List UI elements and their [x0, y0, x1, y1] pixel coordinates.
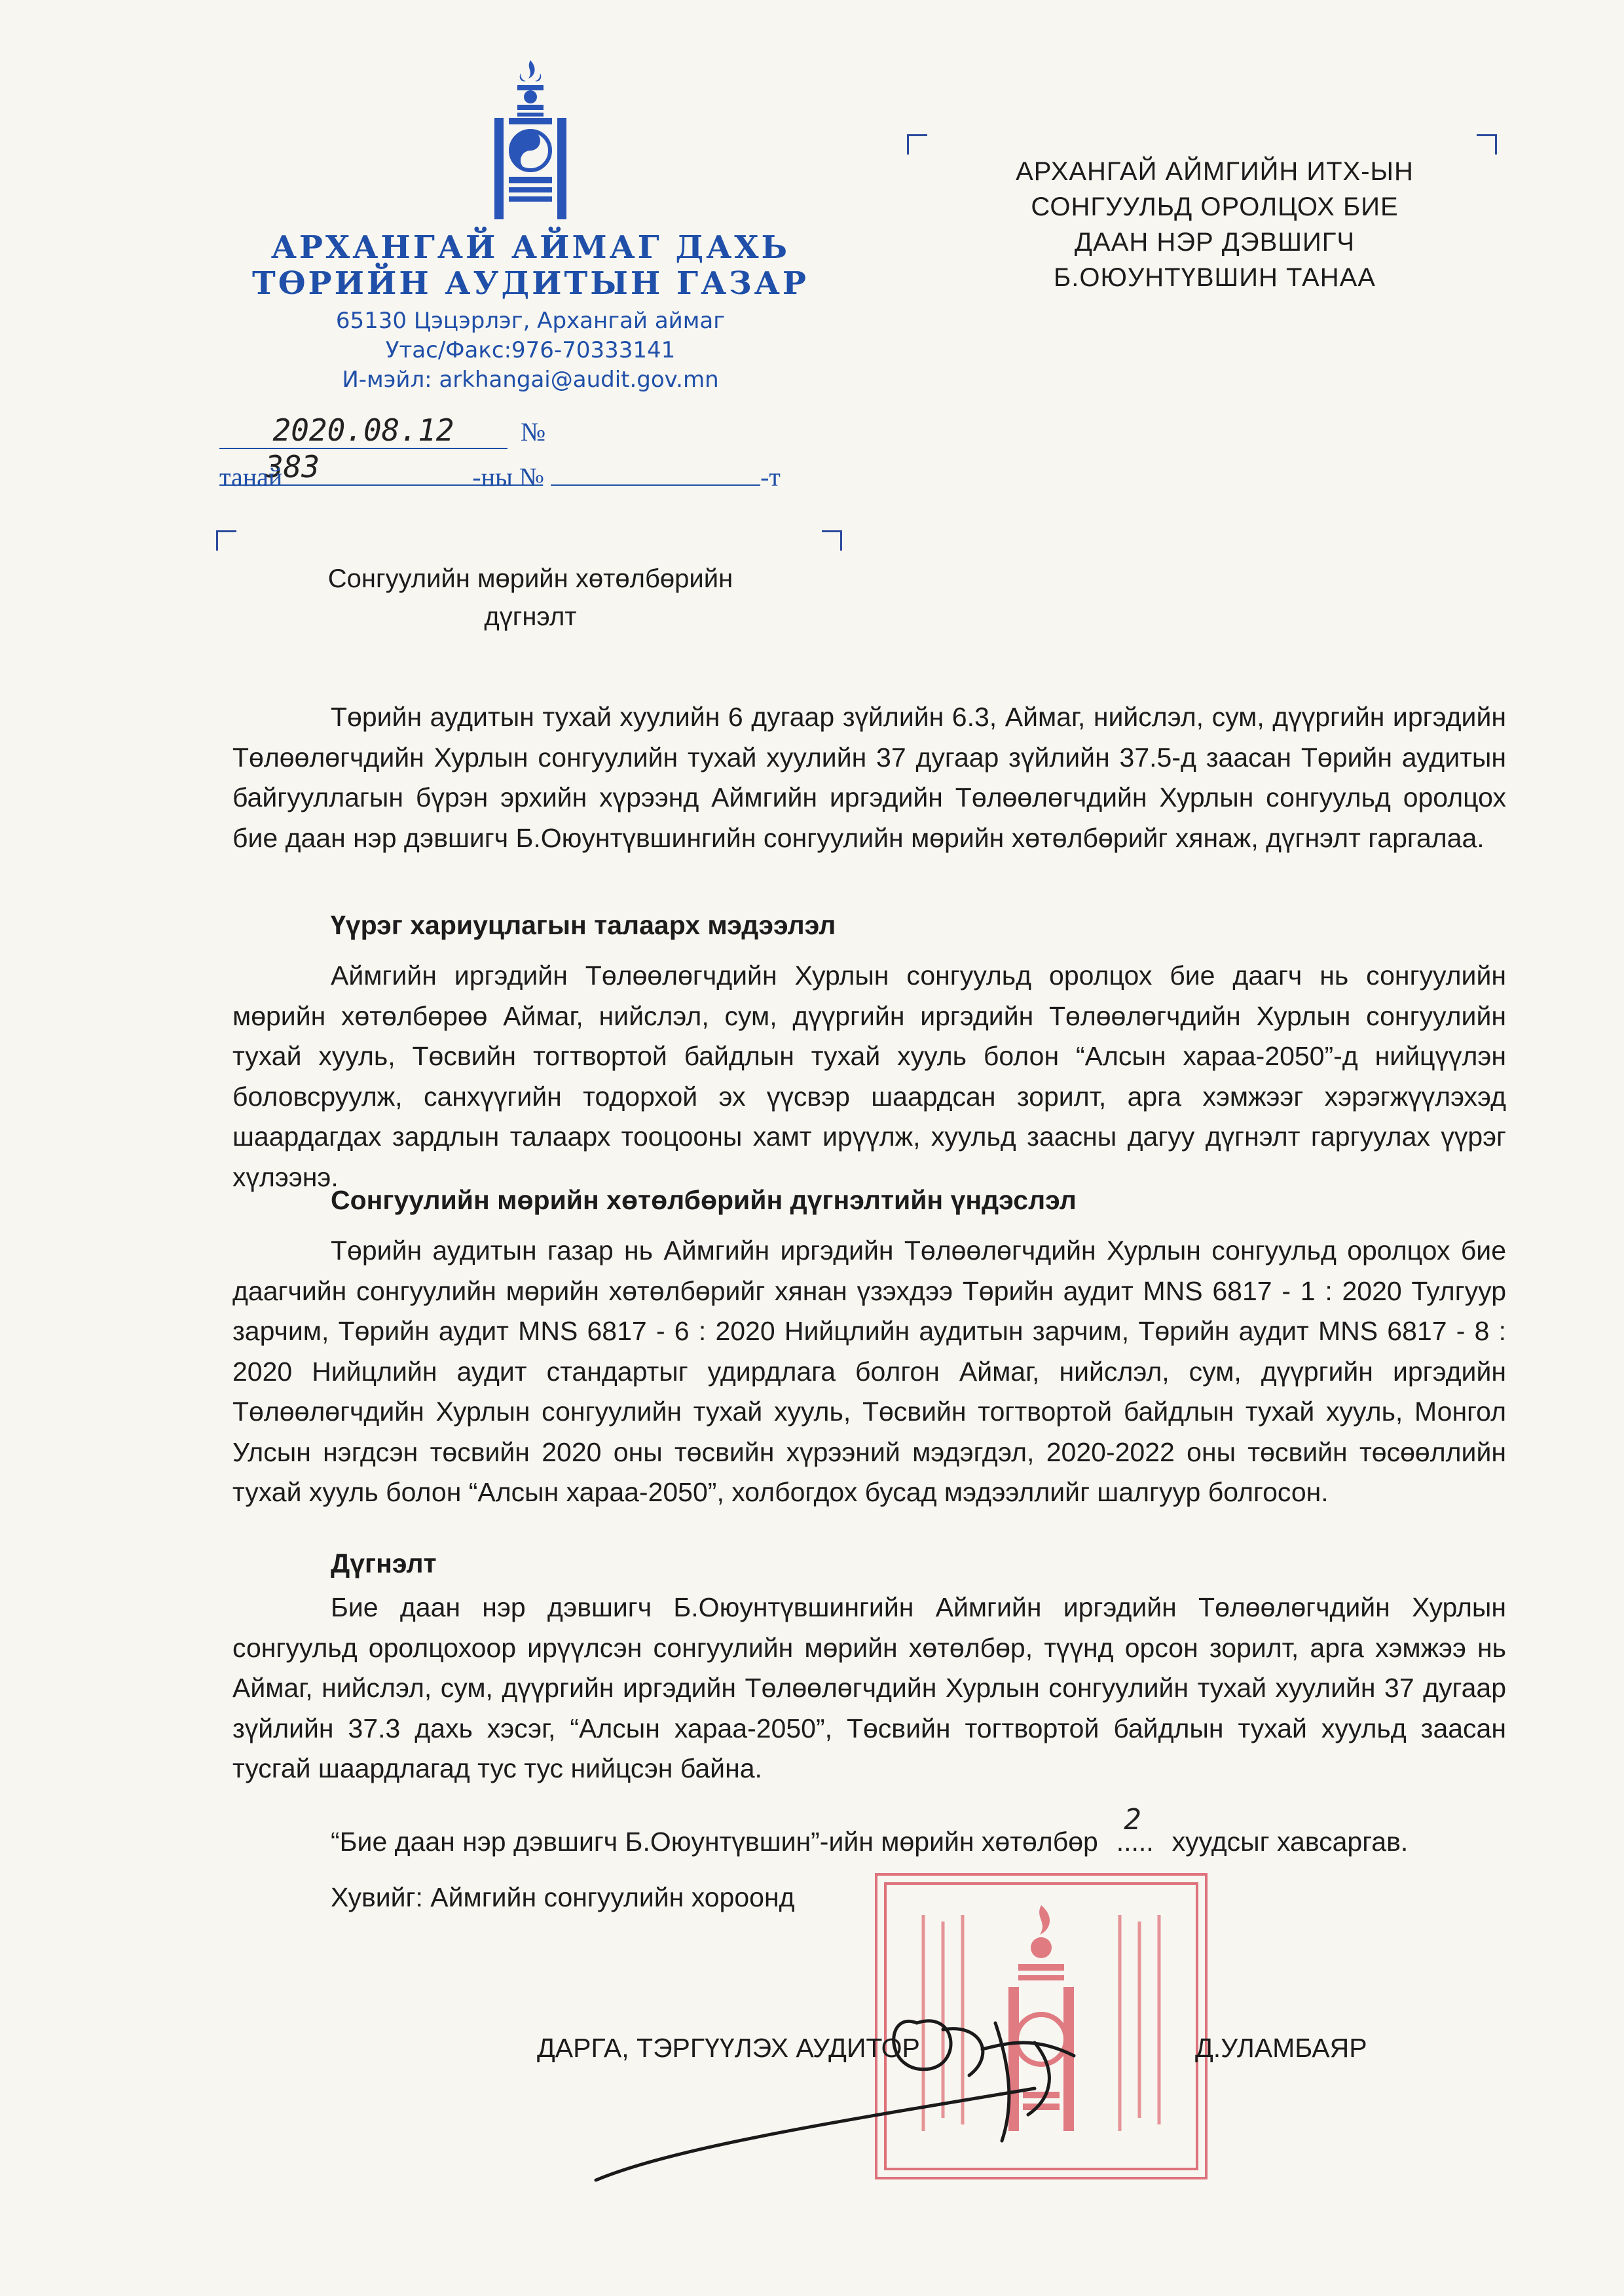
signatory-title: ДАРГА, ТЭРГҮҮЛЭХ АУДИТОР — [537, 2033, 920, 2063]
number-handwritten: 383 — [219, 449, 540, 486]
org-email: И-мэйл: arkhangai@audit.gov.mn — [342, 367, 719, 393]
attachment-line — [331, 1803, 1409, 1857]
org-name-line1: АРХАНГАЙ АЙМАГ ДАХЬ — [270, 229, 790, 266]
intro-paragraph: Төрийн аудитын тухай хуулийн 6 дугаар зүйлийн 6.3, Аймаг, нийслэл, сум, дүүргийн иргэдийн Төлөөлөгчдийн Хурлын сонгуулийн тухай хуулийн 37 дугаар зүйлийн 37.5-д заасан Төрийн аудитын байгууллагын бүрэн эрхийн хүрээнд Аймгийн иргэдийн Төлөөлөгчдийн Хурлын сонгуульд оролцох бие даан нэр дэвшигч Б.Оюунтүвшингийн сонгуулийн мөрийн хөтөлбөрийг хянаж, дүгнэлт гаргалаа. — [232, 702, 1506, 853]
subject-line2: дүгнэлт — [484, 602, 577, 631]
attachment-text-post: хуудсыг хавсаргав. — [1164, 1827, 1409, 1857]
conclusion-paragraph: Бие даан нэр дэвшигч Б.Оюунтүвшингийн Аймгийн иргэдийн Төлөөлөгчдийн Хурлын сонгуульд оролцохоор ирүүлсэн сонгуулийн мөрийн хөтөлбөр, түүнд орсон зорилт, арга хэмжээ нь Аймаг, нийслэл, сум, дүүргийн иргэдийн Төлөөлөгчдийн Хурлын сонгуулийн тухай хуулийн 37 дугаар зүйлийн 37.3 дахь хэсэг, “Алсын хараа-2050”, Төсвийн тогтвортой байдлын тухай хуульд заасан тусгай шаардлагад тус тус нийцсэн байна. — [232, 1592, 1506, 1783]
org-name-line2: ТӨРИЙН АУДИТЫН ГАЗАР — [252, 265, 809, 302]
heading-conclusion: Дүгнэлт — [331, 1548, 437, 1578]
copy-to-line: Хувийг: Аймгийн сонгуулийн хороонд — [331, 1882, 795, 1912]
attachment-count-field — [1105, 1803, 1164, 1857]
address-bracket-left — [907, 134, 927, 155]
heading-responsibility: Үүрэг хариуцлагын талаарх мэдээлэл — [331, 910, 836, 940]
attachment-text-pre: “Бие даан нэр дэвшигч Б.Оюунтүвшин”-ийн мөрийн хөтөлбөр — [331, 1827, 1106, 1857]
responsibility-paragraph: Аймгийн иргэдийн Төлөөлөгчдийн Хурлын сонгуульд оролцох бие даагч нь сонгуулийн мөрийн хөтөлбөрөө Аймаг, нийслэл, сум, дүүргийн иргэдийн Төлөөлөгчдийн Хурлын сонгуулийн тухай хууль, Төсвийн тогтвортой байдлын тухай хууль болон “Алсын хараа-2050”-д нийцүүлэн боловсруулж, санхүүгийн тодорхой эх үүсвэр шаардсан зорилт, арга хэмжээг хэрэгжүүлэхэд шаардагдах зардлын талаарх тооцооны хамт ирүүлж, хуульд заасны дагуу дүгнэлт гаргуулах үүрэг хүлээнэ. — [232, 960, 1506, 1192]
number-label: № — [521, 417, 546, 446]
signatory-name: Д.УЛАМБАЯР — [1195, 2033, 1367, 2063]
heading-basis: Сонгуулийн мөрийн хөтөлбөрийн дүгнэлтийн үндэслэл — [331, 1185, 1077, 1215]
org-phone: Утас/Факс:976-70333141 — [385, 337, 676, 363]
recipient-line3: ДААН НЭР ДЭВШИГЧ — [1074, 228, 1356, 257]
soyombo-emblem-icon — [488, 59, 573, 223]
your-date-blank — [289, 462, 472, 486]
attachment-count: 2 — [1124, 1803, 1141, 1836]
subject-line1: Сонгуулийн мөрийн хөтөлбөрийн — [327, 564, 733, 593]
subject-bracket-right — [822, 530, 842, 551]
date-handwritten: 2020.08.12 — [219, 412, 507, 449]
basis-paragraph: Төрийн аудитын газар нь Аймгийн иргэдийн Төлөөлөгчдийн Хурлын сонгуульд оролцох бие даагчийн сонгуулийн мөрийн хөтөлбөрийг хянан үзэхдээ Төрийн аудит MNS 6817 - 1 : 2020 Тулгуур зарчим, Төрийн аудит MNS 6817 - 6 : 2020 Нийцлийн аудитын зарчим, Төрийн аудит MNS 6817 - 8 : 2020 Нийцлийн аудит стандартыг удирдлага болгон Аймаг, нийслэл, сум, дүүргийн иргэдийн Төлөөлөгчдийн Хурлын сонгуулийн тухай хууль, Төсвийн тогтвортой байдлын тухай хууль, Монгол Улсын нэгдсэн төсвийн 2020 оны төсвийн хүрээний мэдэгдэл, 2020-2022 оны төсвийн төсөөллийн тухай хууль болон “Алсын хараа-2050”, холбогдох бусад мэдээллийг шалгуур болгосон. — [232, 1235, 1506, 1507]
org-address: 65130 Цэцэрлэг, Архангай аймаг — [335, 308, 726, 334]
recipient-block — [936, 154, 1493, 295]
attachment-dots: ..... — [1116, 1827, 1154, 1857]
your-reference-line — [219, 462, 841, 492]
your-suffix: -т — [760, 462, 781, 492]
recipient-line4: Б.ОЮУНТҮВШИН ТАНАА — [1054, 263, 1376, 292]
your-number-label: -ны № — [472, 462, 545, 492]
address-bracket-right — [1477, 134, 1497, 155]
recipient-line1: АРХАНГАЙ АЙМГИЙН ИТХ-ЫН — [1016, 157, 1414, 186]
your-label: танай — [219, 462, 283, 492]
recipient-line2: СОНГУУЛЬД ОРОЛЦОХ БИЕ — [1031, 192, 1399, 221]
handwritten-signature-icon — [576, 1984, 1166, 2213]
your-number-blank — [551, 462, 760, 486]
subject-bracket-left — [216, 530, 236, 551]
subject-block — [249, 560, 812, 636]
